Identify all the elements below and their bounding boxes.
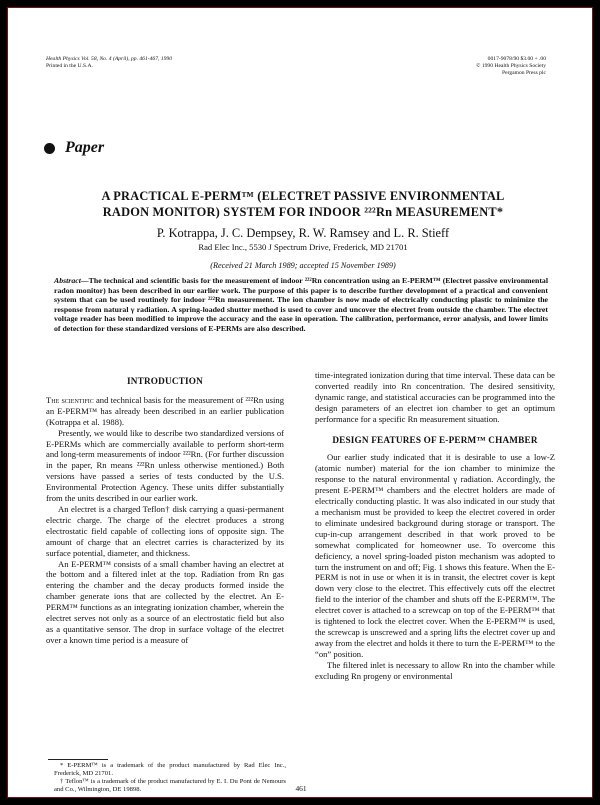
right-column [315,370,555,681]
page-number: 461 [295,784,307,793]
abstract-label: Abstract— [54,276,89,285]
intro-paragraph-2: Presently, we would like to describe two standardized versions of E-PERMs which are commercially available to perform short-term and long-term measurements of indoor ²²²Rn. (For further discussion in the paper, Rn means ²²²Rn unless otherwise mentioned.) Both versions have passed a series of tests conducted by the U.S. Environmental Protection Agency. These units differ substantially from the units described in our earlier work. [46,427,284,504]
abstract-text: The technical and scientific basis for the measurement of indoor ²²²Rn concentration using an E-PERM™ (Electret passive environmental radon monitor) has been described in our earlier work. The purpose of this paper is to describe further development of a practical and convenient system that can be used routinely for indoor ²²²Rn measurement. The ion chamber is now made of electrically conducting plastic to minimize the response from natural γ radiation. A spring-loaded shutter method is used to cover and uncover the electret from outside the chamber. The electret voltage reader has been modified to improve the accuracy and the ease in operation. The calibration, performance, error analysis, and lower limits of detection for these standardized versions of E-PERMs are also described. [54,276,548,333]
title-line-1: A PRACTICAL E-PERM™ (ELECTRET PASSIVE ENVIRONMENTAL [101,189,505,203]
intro-paragraph-3: An electret is a charged Teflon† disk carrying a quasi-permanent electric charge. The charge of the electret produces a strong electrostatic field capable of collecting ions of opposite sign. The amount of charge that an electret carries is characterized by its surface potential, diameter, and thickness. [46,503,284,558]
authors: P. Kotrappa, J. C. Dempsey, R. W. Ramsey and L. R. Stieff [156,226,450,240]
footnote-2: † Teflon™ is a trademark of the product manufactured by E. I. Du Pont de Nemours and Co., Wilmington, DE 19898. [54,778,286,793]
right-paragraph-3: The filtered inlet is necessary to allow Rn into the chamber while excluding Rn progeny or environmental [315,659,555,681]
bullet-icon [44,143,55,154]
design-heading: DESIGN FEATURES OF E-PERM™ CHAMBER [332,434,538,445]
journal-line: Health Physics Vol. 58, No. 4 (April), pp. 461-467, 1990 [46,56,173,62]
right-paragraph-1: time-integrated ionization during that time interval. These data can be converted readily into Rn concentration. The desired sensitivity, dynamic range, and statistical accuracies can be programmed into the design parameters of an electret ion chamber to get an optimum performance for a specific Rn measurement situation. [315,370,555,424]
affiliation: Rad Elec Inc., 5530 J Spectrum Drive, Frederick, MD 21701 [198,242,408,252]
journal-page [7,7,593,798]
publisher-line: Pergamon Press plc [501,70,546,76]
intro-lead: The scientific [46,394,94,405]
copyright-line: © 1990 Health Physics Society [476,63,546,69]
footnote-1: * E-PERM™ is a trademark of the product manufactured by Rad Elec Inc., Frederick, MD 21701. [54,762,286,777]
title-line-2: RADON MONITOR) SYSTEM FOR INDOOR ²²²Rn MEASUREMENT* [102,205,504,219]
right-paragraph-2: Our earlier study indicated that it is desirable to use a low-Z (atomic number) material for the ion chamber to minimize the response to the natural environmental γ radiation. Accordingly, the present E-PERM™ chambers and the electret holders are made of electrically conducting plastic. It was also indicated in our study that a mechanism must be provided to keep the electret covered in order to eliminate undesired background during storage or transport. The cup-in-cup arrangement described in that work proved to be somewhat complicated for homeowner use. To overcome this deficiency, a novel spring-loaded piston mechanism was adopted to turn the instrument on and off; Fig. 1 shows this feature. When the E-PERM is not in use or when it is in transit, the electret cover is kept down very close to the electret. This effectively cuts off the electret field to the interior of the chamber and shuts off the E-PERM™. The electret cover is attached to a screwcap on top of the E-PERM™ that is tightened to lock the electret cover. When the E-PERM™ is used, the screwcap is unscrewed and a spring lifts the electret cover up and away from the electret and holds it there to turn the E-PERM™ to the “on” position. [315,452,555,659]
section-tag-label: Paper [65,139,105,156]
intro-p1-text: and technical basis for the measurement of ²²²Rn using an E-PERM™ has already been described in an earlier publication (Kotrappa et al. 1988). [46,394,284,427]
left-column [46,376,284,646]
received-dates: (Received 21 March 1989; accepted 15 November 1989) [210,261,396,270]
issn-line: 0017-9078/90 $3.00 + .00 [487,56,546,62]
paper-title [68,188,538,220]
intro-heading: INTRODUCTION [127,376,203,386]
abstract [54,276,548,334]
printed-line: Printed in the U.S.A. [46,63,93,69]
intro-paragraph-4: An E-PERM™ consists of a small chamber having an electret at the bottom and a filtered inlet at the top. Radiation from Rn gas entering the chamber and the decay products formed inside the chamber generate ions that are collected by the electret. An E-PERM™ functions as an integrating ionization chamber, wherein the electret serves not only as a source of an electrostatic field but also as a quantitative sensor. The drop in surface voltage of the electret over a known time period is a measure of [46,558,284,645]
section-tag [44,139,104,157]
footnote-divider [48,759,108,760]
journal-citation [46,56,172,70]
publisher-info [476,56,546,77]
intro-paragraph-1 [46,395,284,428]
